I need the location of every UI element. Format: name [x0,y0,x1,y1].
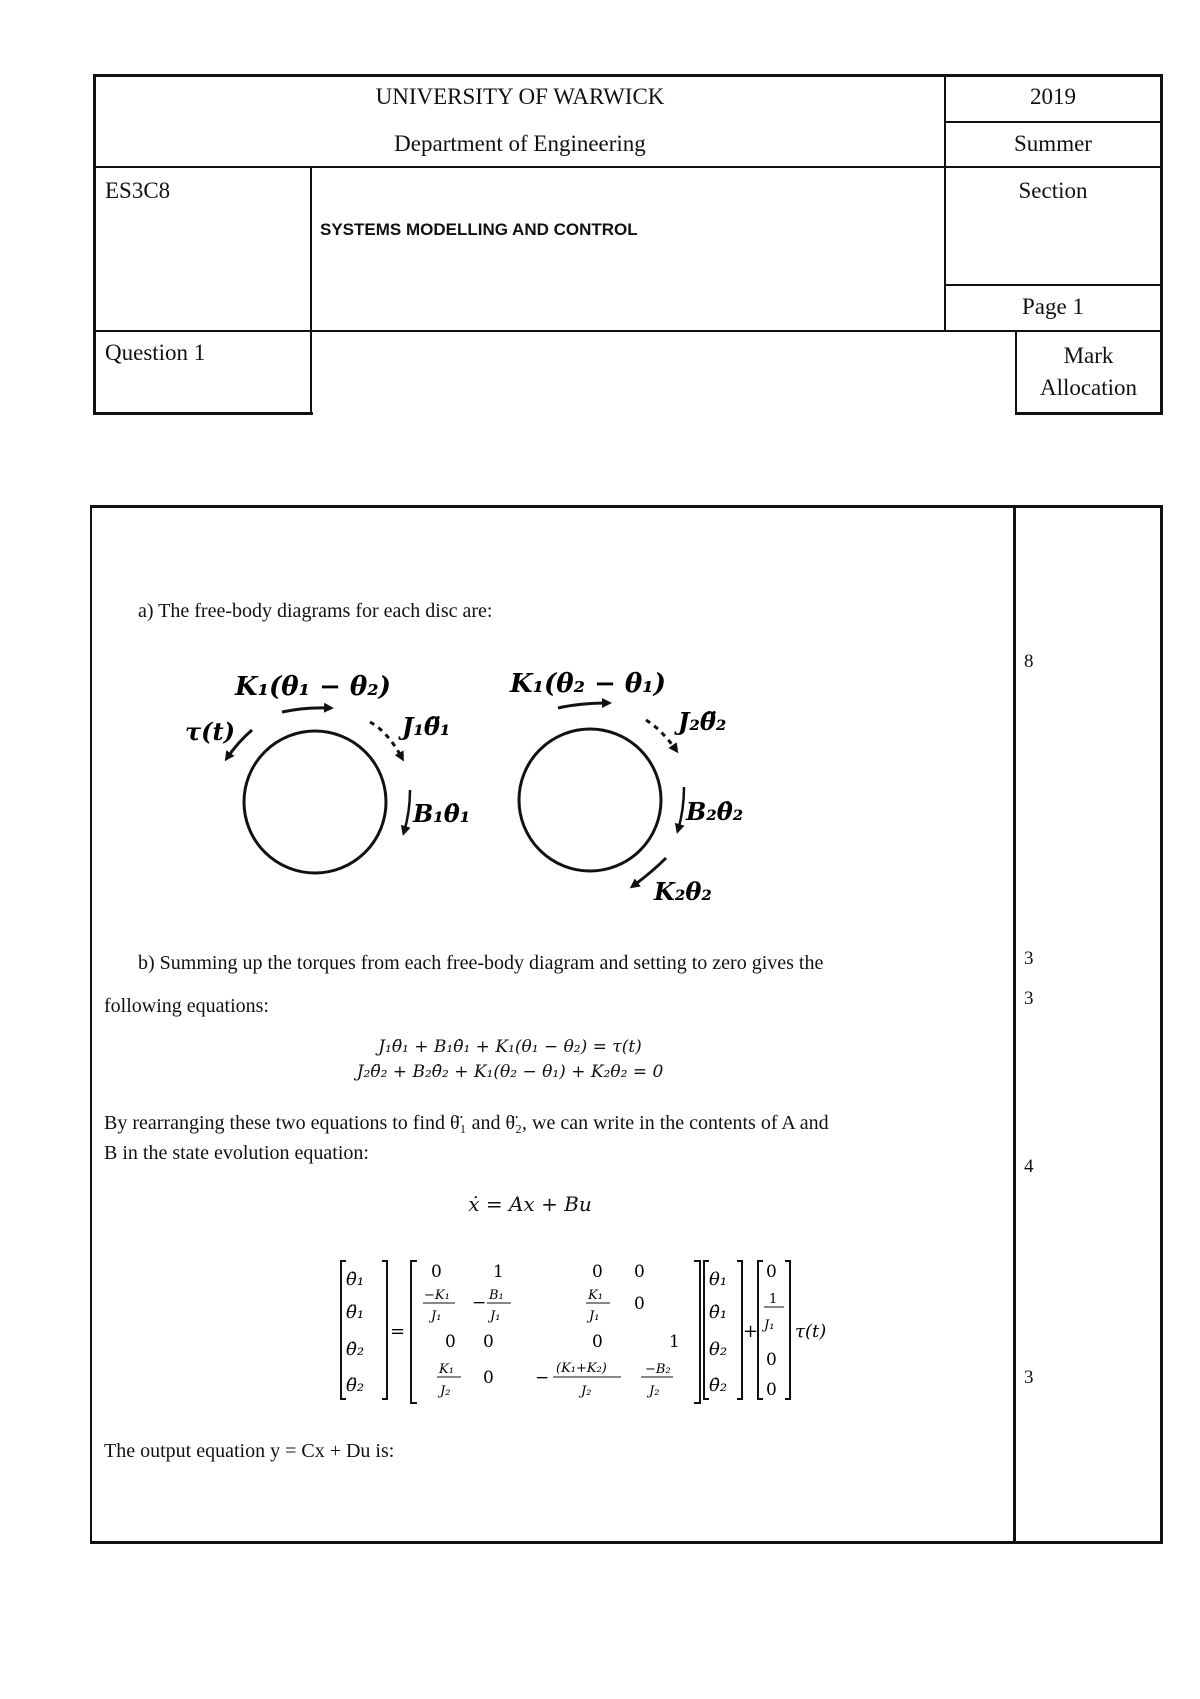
mark-part-b-1: 3 [1024,948,1034,969]
output-equation-text: The output equation y = Cx + Du is: [104,1440,395,1462]
B-bracket-right [785,1261,790,1399]
A-22-sign: − [472,1293,487,1313]
A-bracket-right [694,1261,700,1403]
state-space-matrix-equation [335,1255,855,1415]
exam-year: 2019 [1030,84,1076,109]
A-33: 0 [592,1332,603,1352]
rearrange-line1: By rearranging these two equations to find θ̈₁ and θ̈₂, we can write in the contents of A and [104,1112,829,1134]
A-34: 1 [669,1332,680,1352]
A-23-den: J₁ [589,1309,600,1324]
disc2-spring-label: K₂θ₂ [654,877,712,906]
x-entry-4: θ̇₂ [709,1375,728,1396]
A-41-num: K₁ [439,1362,454,1377]
disc1-top-label: K₁(θ₁ − θ₂) [235,672,391,702]
A-44-num: −B₂ [645,1362,671,1377]
disc2-damping-arrow [678,787,684,830]
A-13: 0 [592,1262,603,1282]
A-12: 1 [493,1262,504,1282]
A-21-den: J₁ [431,1309,442,1324]
A-11: 0 [431,1262,442,1282]
part-b-line2: following equations: [104,995,269,1017]
section-label: Section [1018,178,1088,203]
disc1-damping-label: B₁θ̇₁ [413,799,471,828]
A-21-num: −K₁ [424,1288,450,1303]
equals-sign: = [390,1321,406,1342]
equation-2: J₂θ̈₂ + B₂θ̇₂ + K₁(θ₂ − θ₁) + K₂θ₂ = 0 [356,1062,664,1082]
B-3: 0 [766,1350,777,1370]
A-22-den: J₁ [490,1309,501,1324]
part-b-line1: b) Summing up the torques from each free-body diagram and setting to zero gives the [138,952,824,974]
x-bracket-right [737,1261,742,1399]
A-43-num: (K₁+K₂) [556,1361,607,1376]
disc2-top-arrow [558,703,608,708]
free-body-diagrams [170,650,770,920]
A-bracket-left [411,1261,417,1403]
disc2-inertia-label: J₂θ̈₂ [678,707,727,736]
lhs-bracket-right [382,1261,387,1399]
A-23-num: K₁ [588,1288,603,1303]
state-equation: ẋ = Ax + Bu [468,1192,592,1216]
mark-allocation-line2: Allocation [1039,375,1138,400]
B-bracket-left [758,1261,763,1399]
mark-matrix: 3 [1024,1367,1034,1388]
part-a-text: a) The free-body diagrams for each disc are: [138,600,493,622]
input-tau: τ(t) [795,1321,827,1342]
lhs-entry-2: θ̈₁ [346,1302,365,1323]
plus-sign: + [743,1321,759,1342]
equation-1: J₁θ̈₁ + B₁θ̇₁ + K₁(θ₁ − θ₂) = τ(t) [378,1037,642,1057]
A-31: 0 [445,1332,456,1352]
disc1-inertia-label: J₁θ̈₁ [402,712,451,741]
B-2-den: J₁ [764,1318,775,1333]
question-label: Question 1 [105,340,206,365]
lhs-entry-3: θ̇₂ [346,1339,365,1360]
disc2-inertia-arrow [646,720,676,750]
department-name: Department of Engineering [394,131,646,156]
disc1-damping-arrow [404,790,410,832]
disc1-top-arrow [282,708,330,712]
page-label: Page 1 [1022,294,1084,319]
B-1: 0 [766,1262,777,1282]
university-name: UNIVERSITY OF WARWICK [375,84,665,109]
mark-part-a: 8 [1024,651,1034,672]
B-4: 0 [766,1380,777,1400]
A-14: 0 [634,1262,645,1282]
module-title: SYSTEMS MODELLING AND CONTROL [320,220,638,239]
disc2-top-label: K₁(θ₂ − θ₁) [510,669,666,699]
A-22-num: B₁ [489,1288,504,1303]
mark-allocation-label [1017,340,1160,404]
exam-term: Summer [1014,131,1092,156]
x-entry-2: θ̇₁ [709,1302,728,1323]
rearrange-line2: B in the state evolution equation: [104,1142,369,1164]
disc-1 [244,731,386,873]
A-42: 0 [483,1368,494,1388]
x-entry-3: θ₂ [709,1339,728,1360]
A-44-den: J₂ [649,1384,660,1399]
mark-part-b-2: 3 [1024,988,1034,1009]
A-32: 0 [483,1332,494,1352]
A-41-den: J₂ [440,1384,451,1399]
lhs-entry-1: θ̇₁ [346,1269,365,1290]
A-43-sign: − [535,1368,550,1388]
B-2-num: 1 [769,1292,778,1307]
lhs-entry-4: θ̈₂ [346,1375,365,1396]
disc-2 [519,729,661,871]
mark-state-equation: 4 [1024,1156,1034,1177]
x-entry-1: θ₁ [709,1269,728,1290]
A-43-den: J₂ [581,1384,592,1399]
disc1-inertia-arrow [370,722,402,758]
mark-allocation-line1: Mark [1063,343,1114,368]
disc2-damping-label: B₂θ̇₂ [686,797,744,826]
module-code: ES3C8 [105,178,171,203]
A-24: 0 [634,1294,645,1314]
disc1-tau-label: τ(t) [185,717,235,746]
